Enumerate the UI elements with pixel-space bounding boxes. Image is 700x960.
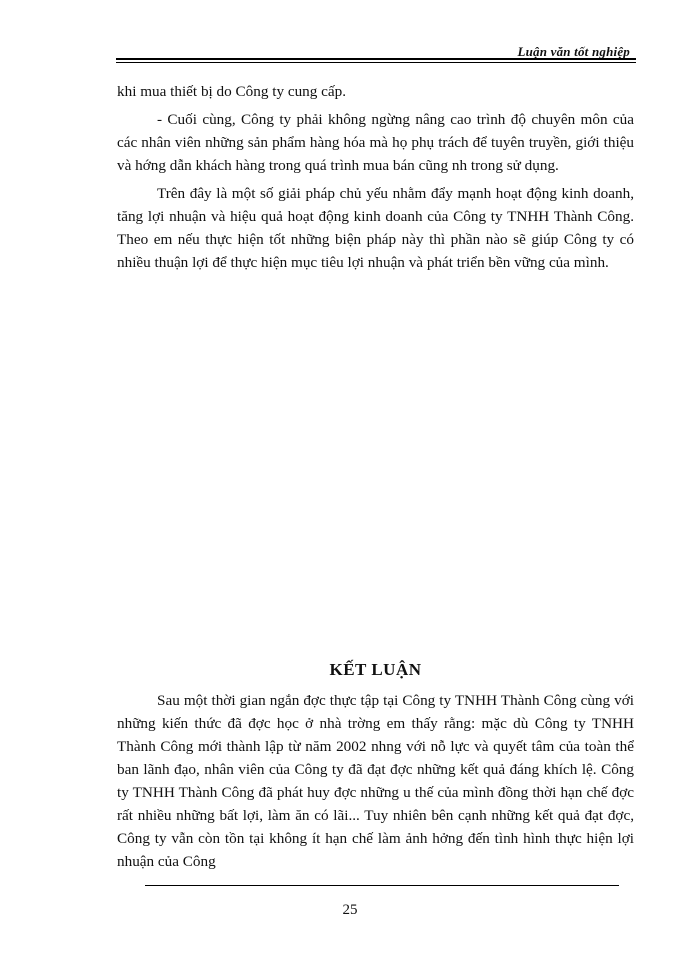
paragraph-1: khi mua thiết bị do Công ty cung cấp. [117, 83, 347, 100]
conclusion-paragraph: Sau một thời gian ngắn đợc thực tập tại Công ty TNHH Thành Công cùng với những kiến thức đã đợc học ở nhà trờng em thấy rằng: mặc dù Công ty TNHH Thành Công mới thành lập từ năm 2002 nhng với nỗ lực và quyết tâm của toàn thể ban lãnh đạo, nhân viên của Công ty đã đạt đợc những kết quả đáng khích lệ. Công ty TNHH Thành Công đã phát huy đợc những u thế của mình đồng thời hạn chế đợc rất nhiều những bất lợi, làm ăn có lãi... Tuy nhiên bên cạnh những kết quả đạt đợc, Công ty vẫn còn tồn tại không ít hạn chế làm ảnh hởng đến tình hình thực hiện lợi nhuận của Công [117, 692, 634, 870]
header-rule [116, 58, 636, 60]
footer-rule [145, 885, 619, 886]
header-rule-thin [116, 62, 636, 63]
body-section [117, 80, 634, 274]
page-number: 25 [342, 902, 358, 918]
conclusion-section [117, 689, 634, 873]
paragraph-2: - Cuối cùng, Công ty phải không ngừng nâng cao trình độ chuyên môn của các nhân viên những sản phẩm hàng hóa mà họ phụ trách để tuyên truyền, giới thiệu và hớng dẫn khách hàng trong quá trình mua bán cũng nh trong sử dụng. [117, 111, 634, 174]
paragraph-3: Trên đây là một số giải pháp chủ yếu nhằm đẩy mạnh hoạt động kinh doanh, tăng lợi nhuận và hiệu quả hoạt động kinh doanh của Công ty TNHH Thành Công. Theo em nếu thực hiện tốt những biện pháp này thì phần nào sẽ giúp Công ty có nhiều thuận lợi để thực hiện mục tiêu lợi nhuận và phát triển bền vững của mình. [117, 185, 634, 271]
conclusion-title: KẾT LUẬN [329, 660, 422, 679]
header-title: Luận văn tốt nghiệp [517, 44, 630, 59]
